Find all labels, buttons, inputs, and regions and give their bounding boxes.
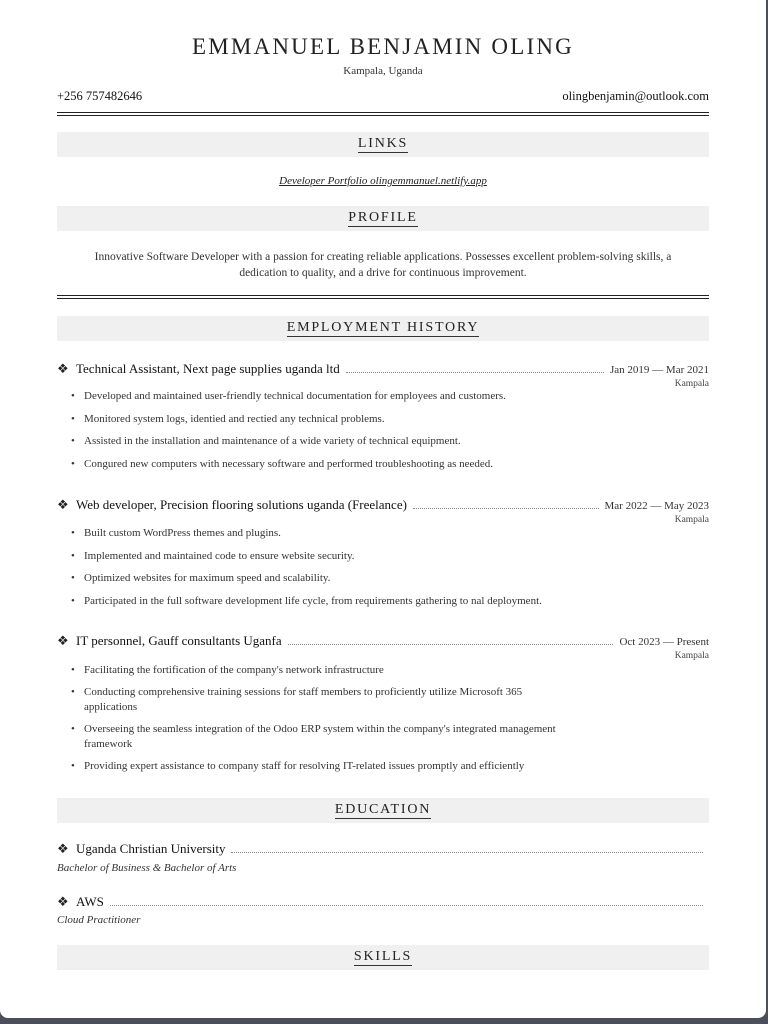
section-skills-header bbox=[57, 945, 709, 970]
header-divider bbox=[57, 112, 709, 116]
dot-leader bbox=[413, 499, 599, 509]
job-header bbox=[57, 361, 709, 377]
job-bullet: • Providing expert assistance to company staff for resolving IT-related issues promptly and efficiently bbox=[70, 759, 570, 774]
job-bullet: • Built custom WordPress themes and plugins. bbox=[70, 526, 570, 541]
dot-leader bbox=[346, 363, 604, 373]
portfolio-link[interactable]: Developer Portfolio olingemmanuel.netlify.app bbox=[279, 175, 487, 187]
job-bullets bbox=[70, 389, 570, 472]
email-address[interactable]: olingbenjamin@outlook.com bbox=[562, 89, 709, 103]
candidate-name: EMMANUEL BENJAMIN OLING bbox=[192, 34, 574, 59]
job-bullet: • Optimized websites for maximum speed and scalability. bbox=[70, 571, 570, 586]
dot-leader bbox=[231, 843, 703, 853]
diamond-cluster-icon: ❖ bbox=[57, 361, 69, 376]
profile-summary: Innovative Software Developer with a passion for creating reliable applications. Possesses excellent problem-solving skills, a dedication to quality, and a drive for continuous improvement. bbox=[94, 251, 672, 279]
degree-name: Bachelor of Business & Bachelor of Arts bbox=[57, 862, 237, 874]
dot-leader bbox=[110, 896, 703, 906]
job-bullet: • Facilitating the fortification of the company's network infrastructure bbox=[70, 663, 570, 678]
job-bullet: • Overseeing the seamless integration of the Odoo ERP system within the company's integrated management framework bbox=[70, 722, 570, 752]
section-title-profile: PROFILE bbox=[348, 210, 418, 225]
school-name: Uganda Christian University bbox=[76, 841, 226, 856]
section-title-education: EDUCATION bbox=[334, 802, 432, 817]
job-bullet: • Conducting comprehensive training sessions for staff members to proficiently utilize Microsoft 365 applications bbox=[70, 685, 570, 715]
job-bullets bbox=[70, 663, 570, 774]
job-title: Technical Assistant, Next page supplies uganda ltd bbox=[76, 361, 340, 376]
education-header bbox=[57, 894, 709, 910]
job-header bbox=[57, 633, 709, 649]
job-dates: Oct 2023 — Present bbox=[619, 636, 709, 648]
diamond-cluster-icon: ❖ bbox=[57, 497, 69, 512]
school-name: AWS bbox=[76, 894, 104, 909]
section-title-employment: EMPLOYMENT HISTORY bbox=[286, 320, 480, 335]
degree-name: Cloud Practitioner bbox=[57, 914, 141, 926]
section-links-header bbox=[57, 132, 709, 157]
section-profile-header bbox=[57, 206, 709, 231]
job-dates: Mar 2022 — May 2023 bbox=[604, 500, 709, 512]
diamond-cluster-icon: ❖ bbox=[57, 841, 69, 856]
job-bullet: • Assisted in the installation and maintenance of a wide variety of technical equipment. bbox=[70, 434, 570, 449]
candidate-location: Kampala, Uganda bbox=[343, 65, 423, 77]
section-title-links: LINKS bbox=[357, 136, 409, 151]
diamond-cluster-icon: ❖ bbox=[57, 894, 69, 909]
job-dates: Jan 2019 — Mar 2021 bbox=[610, 364, 709, 376]
section-education-header bbox=[57, 798, 709, 823]
profile-divider bbox=[57, 295, 709, 299]
phone-number: +256 757482646 bbox=[57, 89, 143, 103]
job-title: IT personnel, Gauff consultants Uganfa bbox=[76, 633, 282, 648]
education-header bbox=[57, 841, 709, 857]
job-city: Kampala bbox=[674, 651, 709, 661]
job-bullet: • Monitored system logs, identied and rectied any technical problems. bbox=[70, 412, 570, 427]
job-city: Kampala bbox=[674, 515, 709, 525]
job-city: Kampala bbox=[674, 379, 709, 389]
dot-leader bbox=[288, 635, 614, 645]
job-bullet: • Developed and maintained user-friendly technical documentation for employees and customers. bbox=[70, 389, 570, 404]
section-title-skills: SKILLS bbox=[353, 949, 413, 964]
job-bullet: • Implemented and maintained code to ensure website security. bbox=[70, 549, 570, 564]
diamond-cluster-icon: ❖ bbox=[57, 633, 69, 648]
job-bullet: • Participated in the full software development life cycle, from requirements gathering to nal deployment. bbox=[70, 594, 570, 609]
job-title: Web developer, Precision flooring solutions uganda (Freelance) bbox=[76, 497, 407, 512]
section-employment-header bbox=[57, 316, 709, 341]
job-bullet: • Congured new computers with necessary software and performed troubleshooting as needed. bbox=[70, 457, 570, 472]
job-bullets bbox=[70, 526, 570, 609]
job-header bbox=[57, 497, 709, 513]
